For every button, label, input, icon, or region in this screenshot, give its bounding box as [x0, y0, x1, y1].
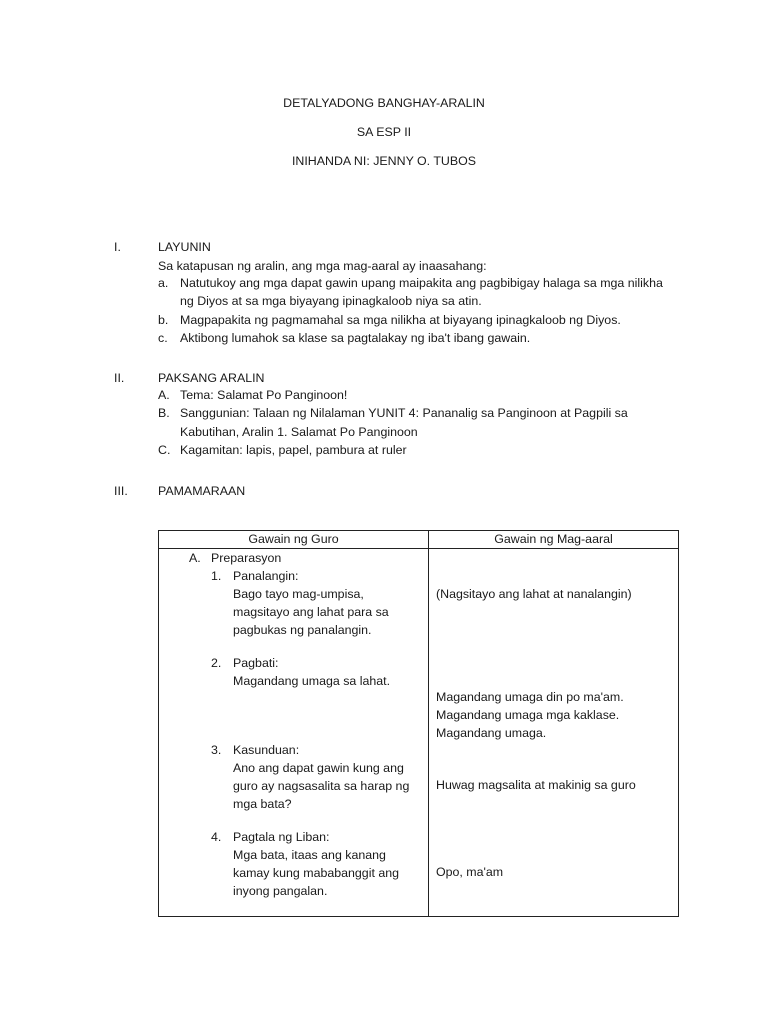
student-line: Opo, ma'am	[436, 865, 504, 879]
teacher-line: Bago tayo mag-umpisa,	[233, 587, 364, 601]
section-title-paksang-aralin: PAKSANG ARALIN	[158, 371, 265, 385]
section-title-layunin: LAYUNIN	[158, 240, 211, 254]
student-line: Magandang umaga.	[436, 726, 547, 740]
table-header-row	[159, 531, 679, 549]
teacher-line: inyong pangalan.	[233, 884, 328, 898]
student-line: (Nagsitayo ang lahat at nanalangin)	[436, 587, 632, 601]
step-number: 2.	[211, 656, 222, 670]
objective-text-line: Aktibong lumahok sa klase sa pagtalakay ng iba't ibang gawain.	[180, 331, 531, 345]
teacher-line: Ano ang dapat gawin kung ang	[233, 761, 404, 775]
objective-text-line: ng Diyos at sa mga biyayang ipinagkaloob niya sa atin.	[180, 294, 482, 308]
section-title-pamamaraan: PAMAMARAAN	[158, 484, 246, 498]
step-number: 3.	[211, 743, 222, 757]
step-title: Pagbati:	[233, 656, 279, 670]
teacher-line: Mga bata, itaas ang kanang	[233, 848, 386, 862]
objectives-intro: Sa katapusan ng aralin, ang mga mag-aaral ay inaasahang:	[158, 259, 487, 273]
teacher-line: pagbukas ng panalangin.	[233, 623, 372, 637]
section-number: III.	[114, 484, 128, 498]
objective-text-line: Magpapakita ng pagmamahal sa mga nilikha at biyayang ipinagkaloob ng Diyos.	[180, 313, 621, 327]
objective-text-line: Natutukoy ang mga dapat gawin upang maipakita ang pagbibigay halaga sa mga nilikha	[180, 276, 663, 290]
step-title: Pagtala ng Liban:	[233, 830, 330, 844]
teacher-line: guro ay nagsasalita sa harap ng	[233, 779, 410, 793]
document-subject: SA ESP II	[356, 125, 412, 139]
phase-title: Preparasyon	[211, 551, 282, 565]
student-activities-cell	[429, 549, 679, 917]
topic-marker: B.	[158, 406, 170, 420]
document-author: INIHANDA NI: JENNY O. TUBOS	[291, 154, 477, 168]
topic-marker: A.	[158, 388, 170, 402]
teacher-line: kamay kung mababanggit ang	[233, 866, 400, 880]
topic-text-line: Kagamitan: lapis, papel, pambura at ruler	[180, 443, 407, 457]
phase-marker: A.	[189, 551, 201, 565]
column-header-student: Gawain ng Mag-aaral	[429, 531, 679, 549]
objective-marker: b.	[158, 313, 169, 327]
teacher-line: mga bata?	[233, 797, 292, 811]
column-header-teacher: Gawain ng Guro	[159, 531, 429, 549]
step-title: Panalangin:	[233, 569, 299, 583]
objective-marker: c.	[158, 331, 168, 345]
teacher-line: Magandang umaga sa lahat.	[233, 674, 391, 688]
student-line: Magandang umaga mga kaklase.	[436, 708, 620, 722]
student-line: Huwag magsalita at makinig sa guro	[436, 778, 636, 792]
topic-text-line: Tema: Salamat Po Panginoon!	[180, 388, 348, 402]
topic-text-line: Sanggunian: Talaan ng Nilalaman YUNIT 4: Pananalig sa Panginoon at Pagpili sa	[180, 406, 628, 420]
topic-text-line: Kabutihan, Aralin 1. Salamat Po Panginoon	[180, 425, 418, 439]
step-title: Kasunduan:	[233, 743, 300, 757]
table-row	[159, 549, 679, 917]
procedure-table	[158, 530, 679, 917]
section-number: II.	[114, 371, 125, 385]
document-title: DETALYADONG BANGHAY-ARALIN	[283, 96, 485, 110]
objective-marker: a.	[158, 276, 169, 290]
student-line: Magandang umaga din po ma'am.	[436, 690, 624, 704]
teacher-activities-cell	[159, 549, 429, 917]
step-number: 1.	[211, 569, 222, 583]
topic-marker: C.	[158, 443, 171, 457]
step-number: 4.	[211, 830, 222, 844]
section-number: I.	[114, 240, 121, 254]
teacher-line: magsitayo ang lahat para sa	[233, 605, 389, 619]
